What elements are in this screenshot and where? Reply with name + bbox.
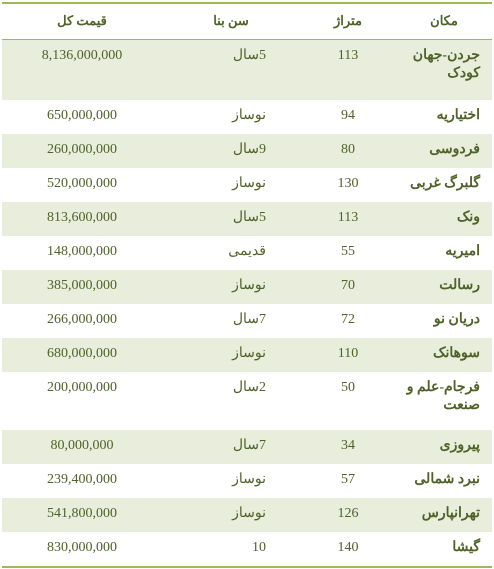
table-row <box>2 236 492 270</box>
area-cell: 126 <box>337 506 359 521</box>
location-cell: فرجام-علم و صنعت <box>406 380 480 413</box>
price-cell: 650,000,000 <box>47 108 117 123</box>
age-cell: نوساز <box>232 472 266 487</box>
price-cell: 680,000,000 <box>47 346 117 361</box>
location-cell: رسالت <box>439 278 480 293</box>
price-cell: 813,600,000 <box>47 210 117 225</box>
area-cell: 72 <box>341 312 355 327</box>
location-cell: ونک <box>456 210 480 225</box>
location-cell: تهرانپارس <box>421 506 480 521</box>
table-row <box>2 372 492 430</box>
header-location: مکان <box>430 13 458 28</box>
table-row <box>2 430 492 464</box>
header-price: قیمت کل <box>57 13 107 28</box>
price-cell: 239,400,000 <box>47 472 117 487</box>
header-building-age: سن بنا <box>213 13 249 28</box>
price-cell: 200,000,000 <box>47 380 117 395</box>
age-cell: 9سال <box>232 142 266 157</box>
price-cell: 266,000,000 <box>47 312 117 327</box>
age-cell: 5سال <box>232 210 266 225</box>
location-cell: دریان نو <box>433 312 480 327</box>
table-row <box>2 134 492 168</box>
table-row <box>2 40 492 100</box>
price-cell: 385,000,000 <box>47 278 117 293</box>
age-cell: 10 <box>252 540 266 555</box>
table-row <box>2 304 492 338</box>
table-row <box>2 532 492 566</box>
area-cell: 110 <box>337 346 359 361</box>
age-cell: نوساز <box>232 346 266 361</box>
location-cell: جردن-جهان کودک <box>412 48 480 81</box>
price-cell: 520,000,000 <box>47 176 117 191</box>
age-cell: 2سال <box>232 380 266 395</box>
location-cell: اختیاریه <box>436 108 480 123</box>
table-row <box>2 100 492 134</box>
table-row <box>2 202 492 236</box>
table-header <box>2 4 492 40</box>
location-cell: گیشا <box>452 540 480 555</box>
header-area: متراژ <box>334 13 362 28</box>
area-cell: 140 <box>337 540 359 555</box>
area-cell: 130 <box>337 176 359 191</box>
area-cell: 50 <box>341 380 355 395</box>
price-cell: 830,000,000 <box>47 540 117 555</box>
age-cell: 7سال <box>232 438 266 453</box>
price-table <box>2 2 492 568</box>
table-row <box>2 498 492 532</box>
location-cell: امیریه <box>445 244 480 259</box>
age-cell: نوساز <box>232 108 266 123</box>
area-cell: 113 <box>337 48 359 63</box>
location-cell: پیروزی <box>439 438 480 453</box>
area-cell: 57 <box>341 472 355 487</box>
price-cell: 8,136,000,000 <box>41 48 123 63</box>
age-cell: 5سال <box>232 48 266 63</box>
age-cell: نوساز <box>232 506 266 521</box>
price-cell: 260,000,000 <box>47 142 117 157</box>
table-row <box>2 168 492 202</box>
age-cell: نوساز <box>232 278 266 293</box>
location-cell: فردوسی <box>429 142 480 157</box>
area-cell: 55 <box>341 244 355 259</box>
area-cell: 34 <box>341 438 355 453</box>
price-cell: 148,000,000 <box>47 244 117 259</box>
price-cell: 80,000,000 <box>50 438 114 453</box>
table-row <box>2 338 492 372</box>
area-cell: 94 <box>341 108 355 123</box>
area-cell: 70 <box>341 278 355 293</box>
age-cell: قدیمی <box>228 244 266 259</box>
location-cell: سوهانک <box>432 346 480 361</box>
age-cell: نوساز <box>232 176 266 191</box>
location-cell: گلبرگ غربی <box>410 176 480 191</box>
table-row <box>2 270 492 304</box>
age-cell: 7سال <box>232 312 266 327</box>
price-cell: 541,800,000 <box>47 506 117 521</box>
location-cell: نبرد شمالی <box>414 472 480 487</box>
table-row <box>2 464 492 498</box>
area-cell: 113 <box>337 210 359 225</box>
area-cell: 80 <box>341 142 355 157</box>
